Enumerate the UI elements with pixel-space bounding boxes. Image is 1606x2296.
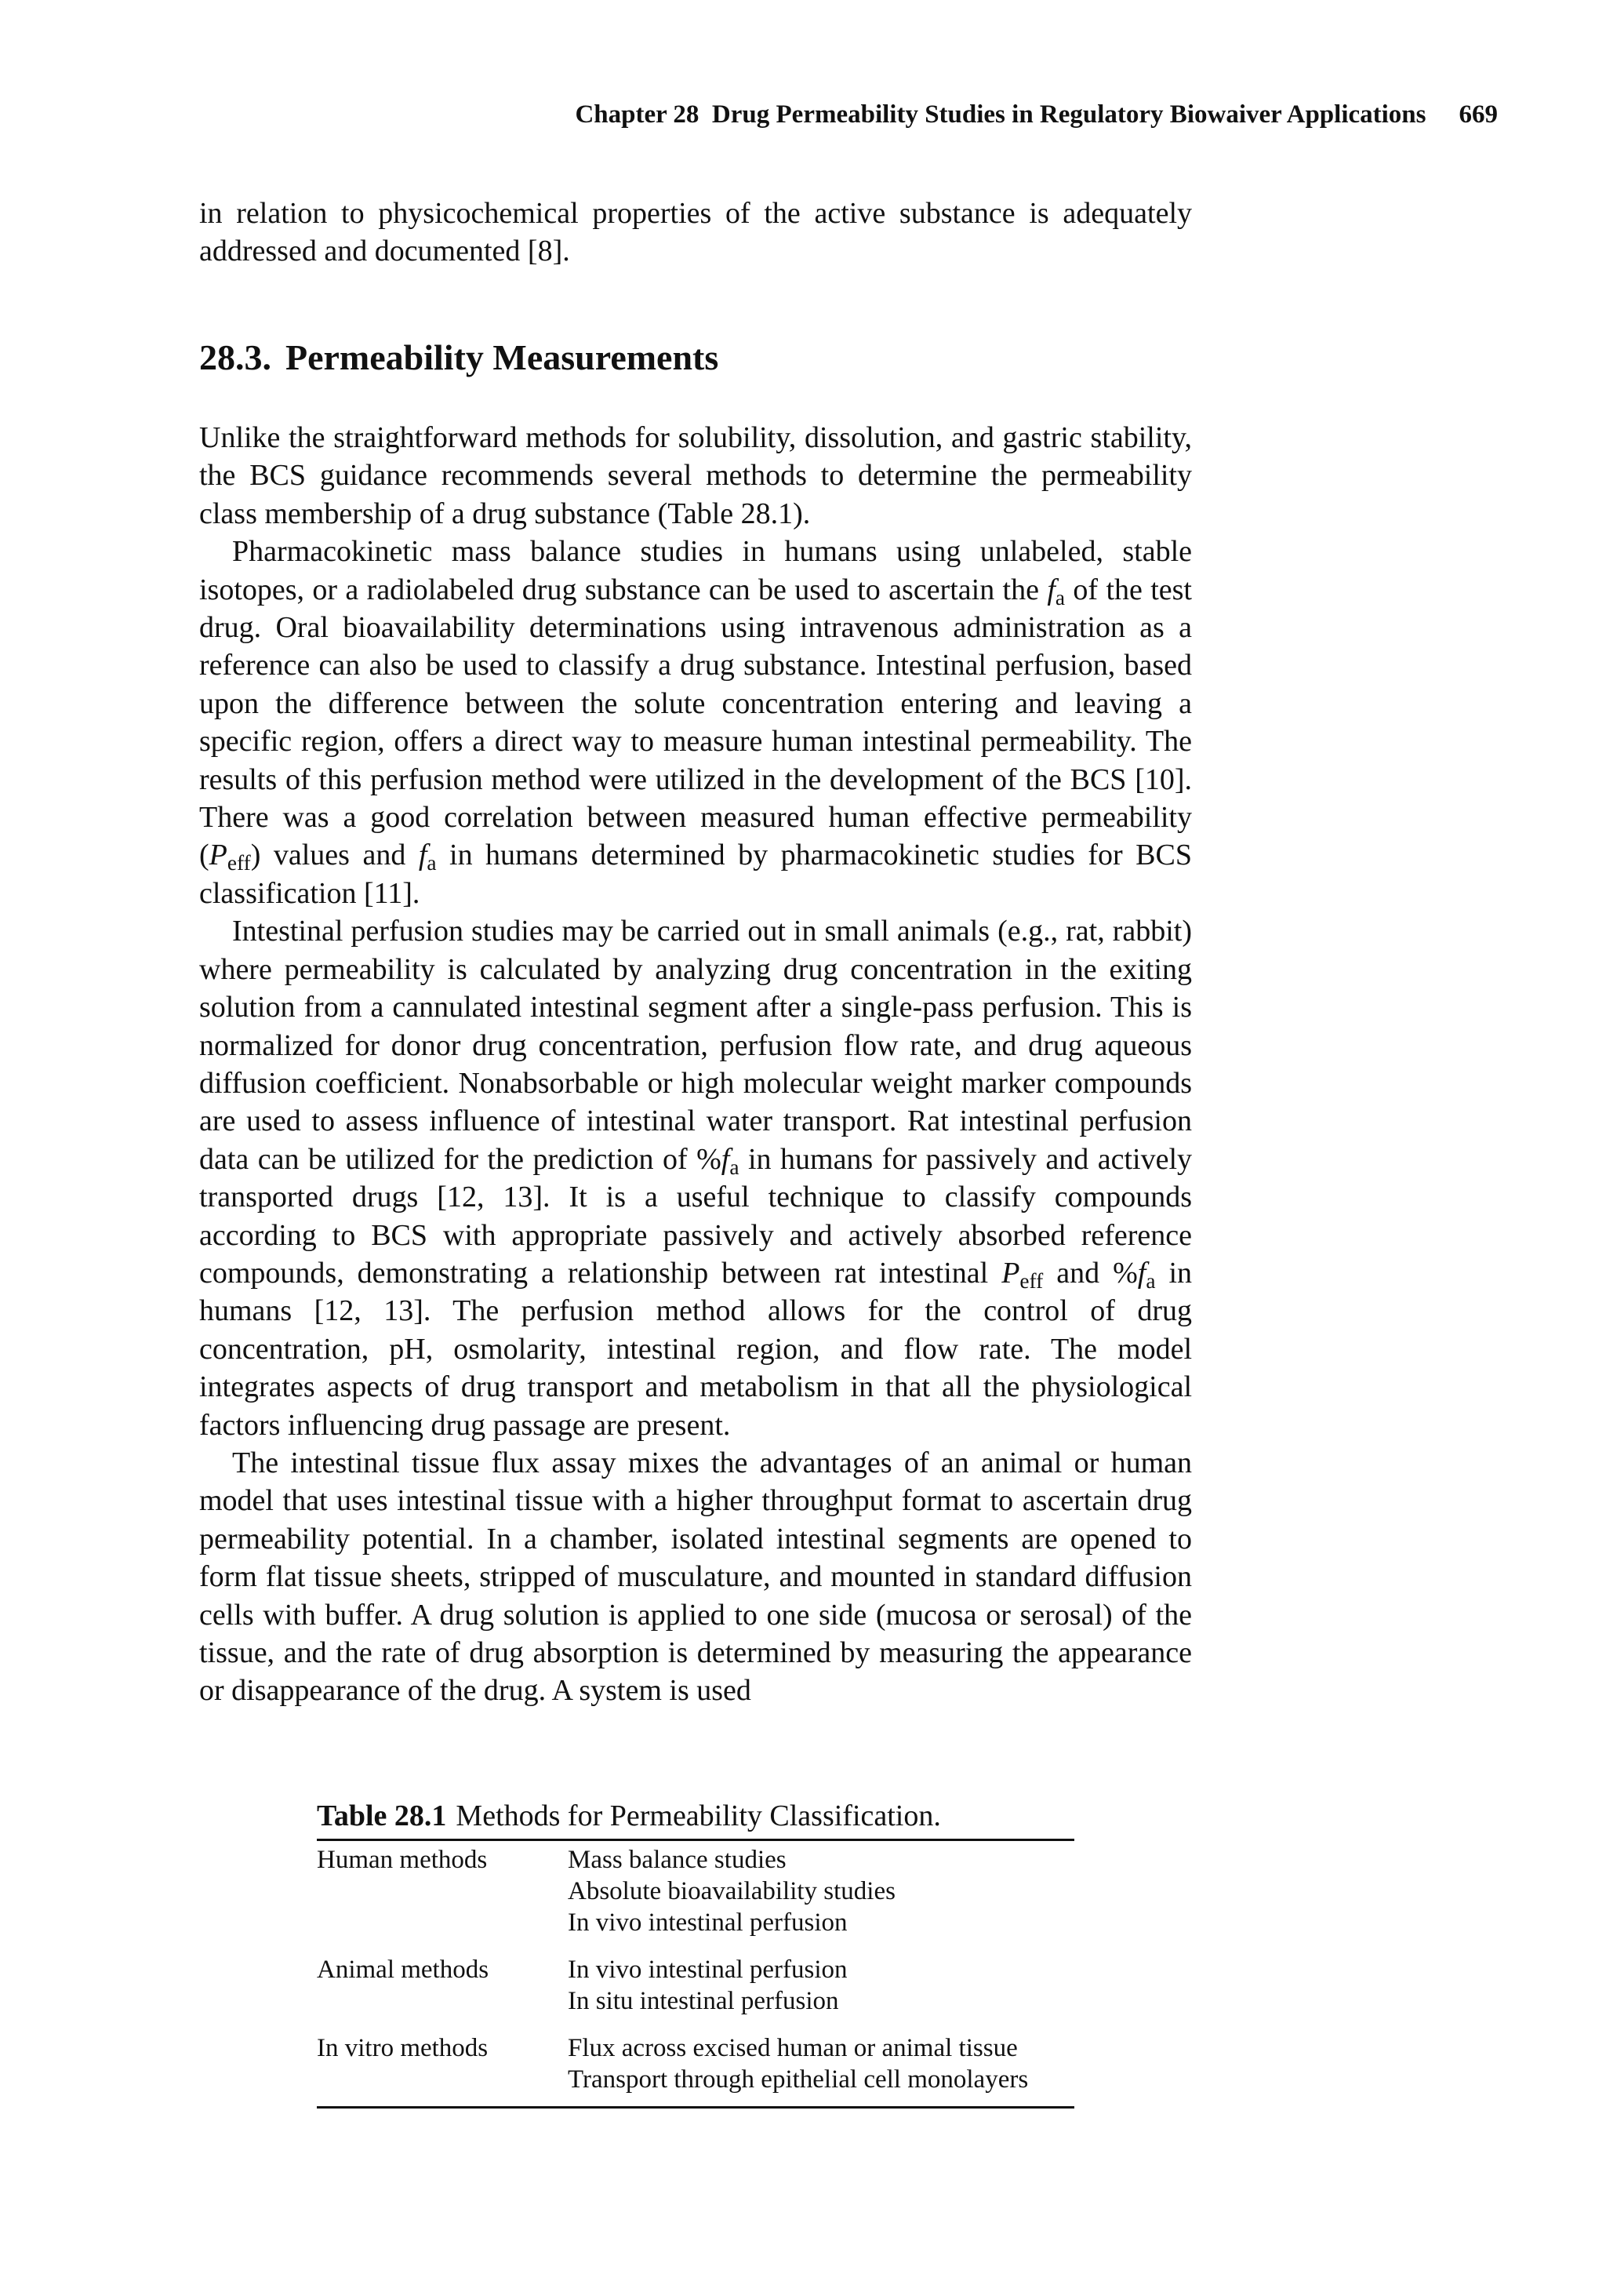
running-header	[196, 99, 1498, 130]
table-methods-cell	[568, 1841, 1074, 1954]
page-number: 669	[1459, 100, 1498, 129]
symbol-a-subscript: a	[1146, 1268, 1156, 1293]
paragraph-2-part-c: ) values and	[250, 839, 419, 872]
symbol-p: P	[1001, 1256, 1020, 1290]
symbol-f: f	[721, 1142, 730, 1176]
table-methods-cell	[568, 1954, 1074, 2032]
intro-paragraph-block	[199, 195, 1192, 271]
symbol-f: f	[1137, 1256, 1146, 1290]
paragraph-2-part-b: of the test drug. Oral bioavailability determinations using intravenous administration as a reference can also be used to classify a drug substance. Intestinal perfusion, based upon the difference between the solute concentration entering and leaving a specific region, offers a direct way to measure human intestinal permeability. The results of this perfusion method were utilized in the development of the BCS [10]. There was a good correlation between measured human effective permeability (	[199, 573, 1192, 872]
methods-table	[317, 1841, 1074, 2095]
table-method-item: In vivo intestinal perfusion	[568, 1908, 848, 1937]
table-method-item: Mass balance studies	[568, 1846, 787, 1874]
table-label: Table 28.1	[317, 1799, 447, 1832]
paragraph-1: Unlike the straightforward methods for solubility, dissolution, and gastric stability, the BCS guidance recommends several methods to determine the permeability class membership of a drug substance (Table 28.1).	[199, 421, 1192, 530]
paragraph-3	[199, 912, 1192, 1444]
paragraph-2-part-a: Pharmacokinetic mass balance studies in humans using unlabeled, stable isotopes, or a radiolabeled drug substance can be used to ascertain the	[199, 535, 1192, 606]
table-method-item: Flux across excised human or animal tissue	[568, 2034, 1018, 2062]
symbol-a-subscript: a	[427, 851, 437, 875]
paragraph-4: The intestinal tissue flux assay mixes the advantages of an animal or human model that uses intestinal tissue with a higher throughput format to ascertain drug permeability potential. In a chamber, isolated intestinal segments are opened to form flat tissue sheets, stripped of musculature, and mounted in standard diffusion cells with buffer. A drug solution is applied to one side (mucosa or serosal) of the tissue, and the rate of drug absorption is determined by measuring the appearance or disappearance of the drug. A system is used	[199, 1446, 1192, 1708]
table-method-item: In situ intestinal perfusion	[568, 1987, 839, 2015]
table-methods-cell	[568, 2032, 1074, 2095]
symbol-f: f	[418, 839, 427, 872]
symbol-eff-subscript: eff	[1019, 1268, 1044, 1293]
symbol-percent: %	[1113, 1256, 1138, 1290]
section-number: 28.3.	[199, 337, 271, 377]
table-caption	[317, 1798, 1074, 1834]
table-bottom-rule	[317, 2106, 1074, 2109]
table-method-item: Transport through epithelial cell monolayers	[568, 2065, 1029, 2094]
table-row	[317, 2032, 1074, 2095]
paragraph-2	[199, 533, 1192, 912]
symbol-f: f	[1047, 573, 1056, 606]
paragraph-2-part-d: in humans determined by pharmacokinetic studies for BCS classification [11].	[199, 839, 1192, 910]
running-title: Chapter 28 Drug Permeability Studies in Regulatory Biowaiver Applications	[575, 100, 1426, 129]
symbol-percent: %	[696, 1142, 721, 1176]
table-28-1	[317, 1798, 1074, 2109]
table-method-item: Absolute bioavailability studies	[568, 1877, 896, 1905]
section-heading	[199, 336, 718, 380]
paragraph-3-part-c: and	[1043, 1256, 1114, 1290]
symbol-a-subscript: a	[729, 1155, 739, 1179]
table-caption-text: Methods for Permeability Classification.	[456, 1799, 941, 1832]
symbol-eff-subscript: eff	[227, 851, 251, 875]
table-row	[317, 1954, 1074, 2032]
table-category-cell: Human methods	[317, 1846, 488, 1874]
table-category-cell: In vitro methods	[317, 2034, 489, 2062]
symbol-p: P	[209, 839, 227, 872]
section-body	[199, 419, 1192, 1710]
paragraph-3-part-a: Intestinal perfusion studies may be carried out in small animals (e.g., rat, rabbit) where permeability is calculated by analyzing drug concentration in the exiting solution from a cannulated intestinal segment after a single-pass perfusion. This is normalized for donor drug concentration, perfusion flow rate, and drug aqueous diffusion coefficient. Nonabsorbable or high molecular weight marker compounds are used to assess influence of intestinal water transport. Rat intestinal perfusion data can be utilized for the prediction of	[199, 915, 1192, 1176]
table-row	[317, 1841, 1074, 1954]
table-method-item: In vivo intestinal perfusion	[568, 1956, 848, 1984]
section-title: Permeability Measurements	[285, 337, 719, 377]
symbol-a-subscript: a	[1055, 585, 1066, 609]
table-category-cell: Animal methods	[317, 1956, 489, 1984]
intro-paragraph: in relation to physicochemical properties of the active substance is adequately addressed and documented [8].	[199, 197, 1192, 268]
paragraph-3-part-d: in humans [12, 13]. The perfusion method allows for the control of drug concentration, pH, osmolarity, intestinal region, and flow rate. The model integrates aspects of drug transport and metabolism in that all the physiological factors influencing drug passage are present.	[199, 1256, 1192, 1442]
paragraph-3-part-b: in humans for passively and actively transported drugs [12, 13]. It is a useful technique to classify compounds according to BCS with appropriate passively and actively absorbed reference compounds, demonstrating a relationship between rat intestinal	[199, 1142, 1192, 1290]
